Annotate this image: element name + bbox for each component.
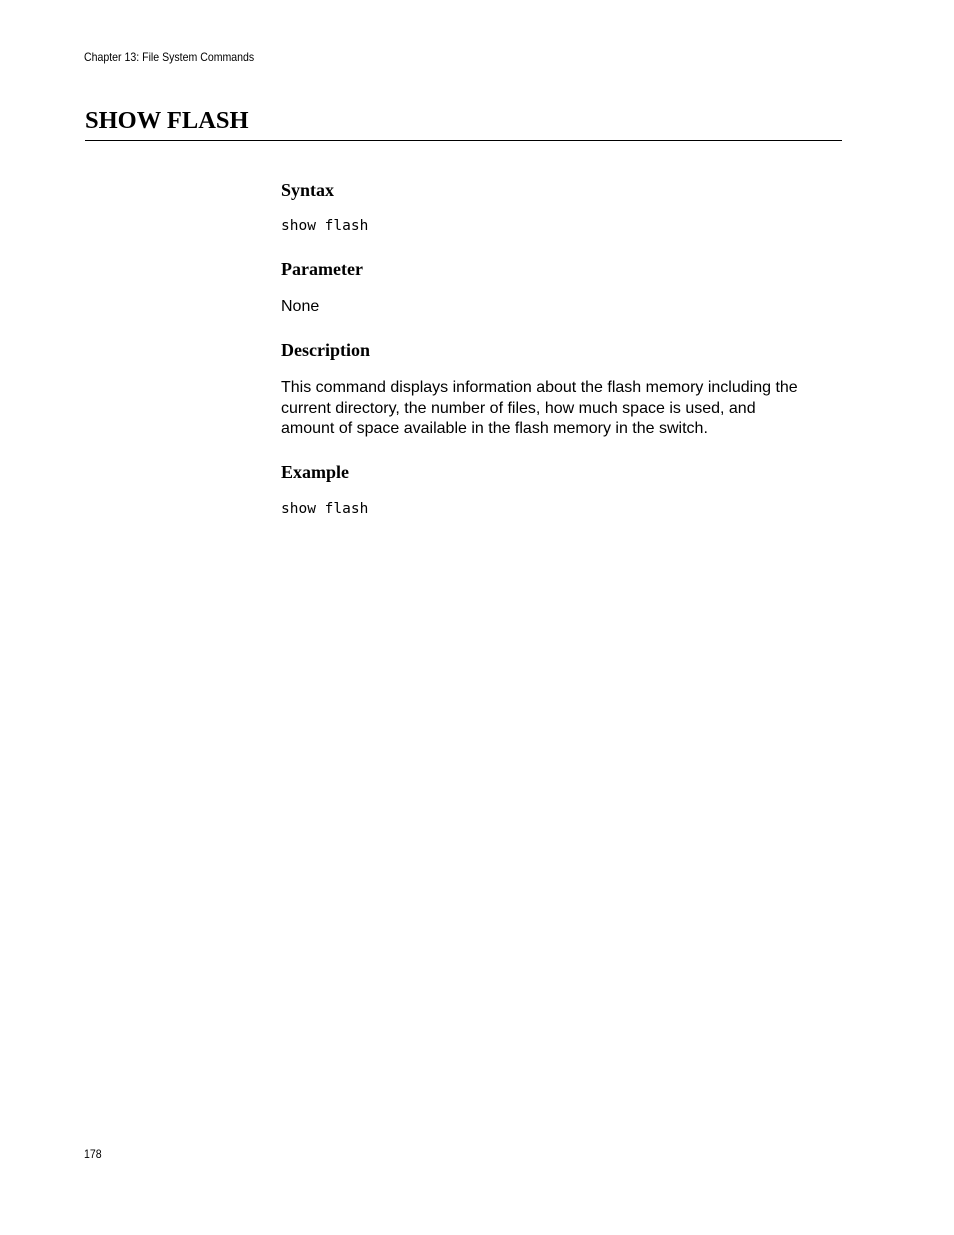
description-line: This command displays information about the flash memory including the — [281, 379, 798, 396]
syntax-code: show flash — [281, 218, 369, 234]
parameter-text: None — [281, 298, 320, 315]
example-code: show flash — [281, 501, 369, 517]
title-rule — [85, 140, 842, 141]
syntax-heading: Syntax — [281, 180, 335, 200]
parameter-heading: Parameter — [281, 259, 363, 279]
page-number: 178 — [84, 1147, 102, 1161]
page-title: SHOW FLASH — [85, 107, 249, 134]
description-line: current directory, the number of files, how much space is used, and — [281, 399, 756, 417]
example-heading: Example — [281, 462, 350, 482]
description-text — [281, 378, 798, 440]
running-header: Chapter 13: File System Commands — [84, 50, 255, 64]
description-heading: Description — [281, 340, 370, 360]
description-line: amount of space available in the flash memory in the switch. — [281, 420, 708, 437]
